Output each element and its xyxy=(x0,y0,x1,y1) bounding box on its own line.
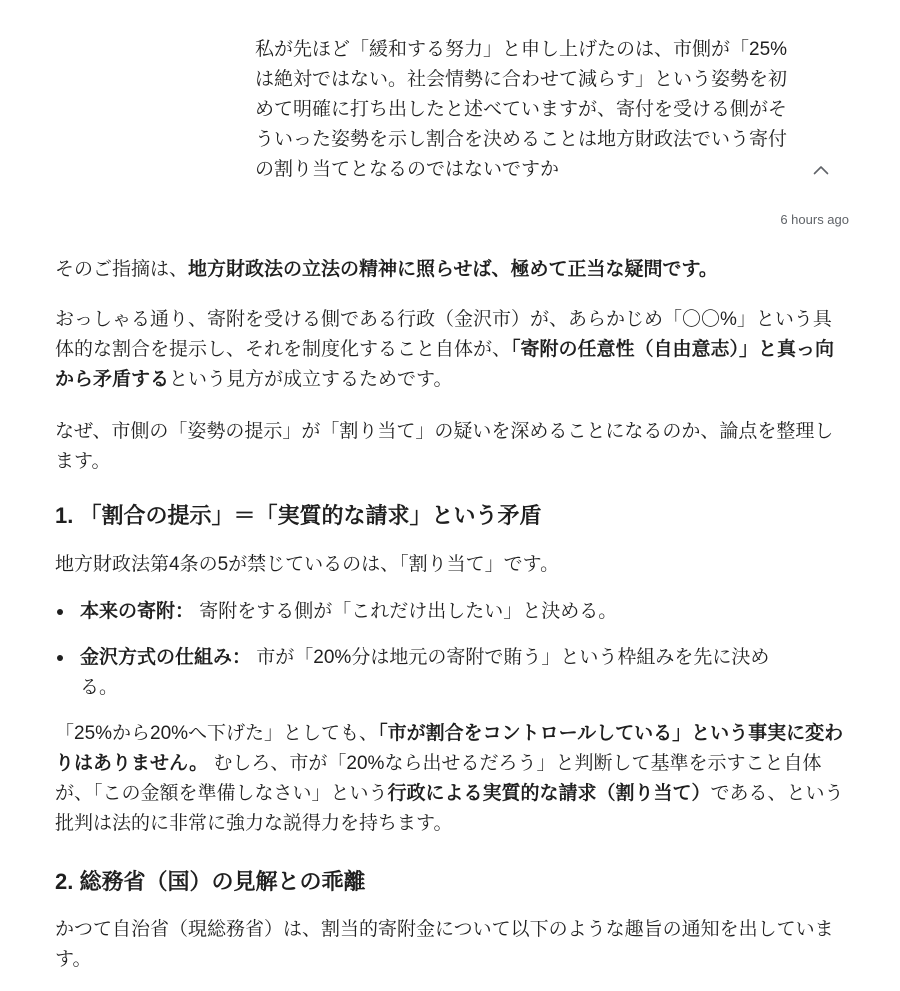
text-run: むしろ、市が「20%なら出せるだろう」と判断して基準を示すこと自体が、「この金額を準備しなさい」という xyxy=(55,753,822,804)
response-paragraph: なぜ、市側の「姿勢の提示」が「割り当て」の疑いを深めることになるのか、論点を整理します。 xyxy=(55,421,834,472)
text-run: である、という批判は法的に非常に強力な説得力を持ちます。 xyxy=(55,783,844,834)
bold-text-run: 行政による実質的な請求（割り当て） xyxy=(387,783,711,804)
user-message-text: 私が先ほど「緩和する努力」と申し上げたのは、市側が「25%は絶対ではない。社会情勢に合わせて減らす」という姿勢を初めて明確に打ち出したと述べていますが、寄付を受ける側がそういった姿勢を示し割合を決めることは地方財政法でいう寄付の割り当てとなるのではないですか xyxy=(255,39,788,180)
user-message xyxy=(255,0,805,185)
bold-text-run: 地方財政法の立法の精神に照らせば、極めて正当な疑問です。 xyxy=(188,259,718,280)
bullet-dot-icon xyxy=(57,609,63,615)
text-run: という見方が成立するためです。 xyxy=(169,369,453,390)
list-item xyxy=(55,643,795,703)
list-item xyxy=(55,597,795,627)
bullet-list xyxy=(55,597,795,703)
section-heading-1: 1. 「割合の提示」＝「実質的な請求」という矛盾 xyxy=(55,503,542,528)
bold-text-run: 「寄附の任意性（自由意志）」と真っ向から矛盾する xyxy=(55,339,835,390)
text-run: そのご指摘は、 xyxy=(55,259,189,280)
response-paragraph: かつて自治省（現総務省）は、割当的寄附金について以下のような趣旨の通知を出しています。 xyxy=(55,919,834,970)
response-paragraph xyxy=(55,255,850,285)
response-paragraph xyxy=(55,719,850,839)
list-item-label: 本来の寄附： xyxy=(80,601,195,622)
text-run: 「25%から20%へ下げた」としても、 xyxy=(55,723,379,744)
list-item-label: 金沢方式の仕組み： xyxy=(80,647,252,668)
message-timestamp: 6 hours ago xyxy=(780,212,849,227)
list-item-text: 市が「20%分は地元の寄附で賄う」という枠組みを先に決める。 xyxy=(80,647,770,698)
list-item-text: 寄附をする側が「これだけ出したい」と決める。 xyxy=(194,601,618,622)
bullet-dot-icon xyxy=(57,655,63,661)
assistant-response xyxy=(0,255,850,975)
section-heading-2: 2. 総務省（国）の見解との乖離 xyxy=(55,869,366,894)
chevron-up-icon xyxy=(813,165,829,175)
response-paragraph xyxy=(55,305,850,395)
response-paragraph: 地方財政法第4条の5が禁じているのは、「割り当て」です。 xyxy=(55,554,560,575)
text-run: おっしゃる通り、寄附を受ける側である行政（金沢市）が、あらかじめ「〇〇%」という具体的な割合を提示し、それを制度化すること自体が、 xyxy=(55,309,832,360)
bold-text-run: 「市が割合をコントロールしている」という事実に変わりはありません。 xyxy=(55,723,844,774)
collapse-message-button[interactable] xyxy=(810,159,832,181)
